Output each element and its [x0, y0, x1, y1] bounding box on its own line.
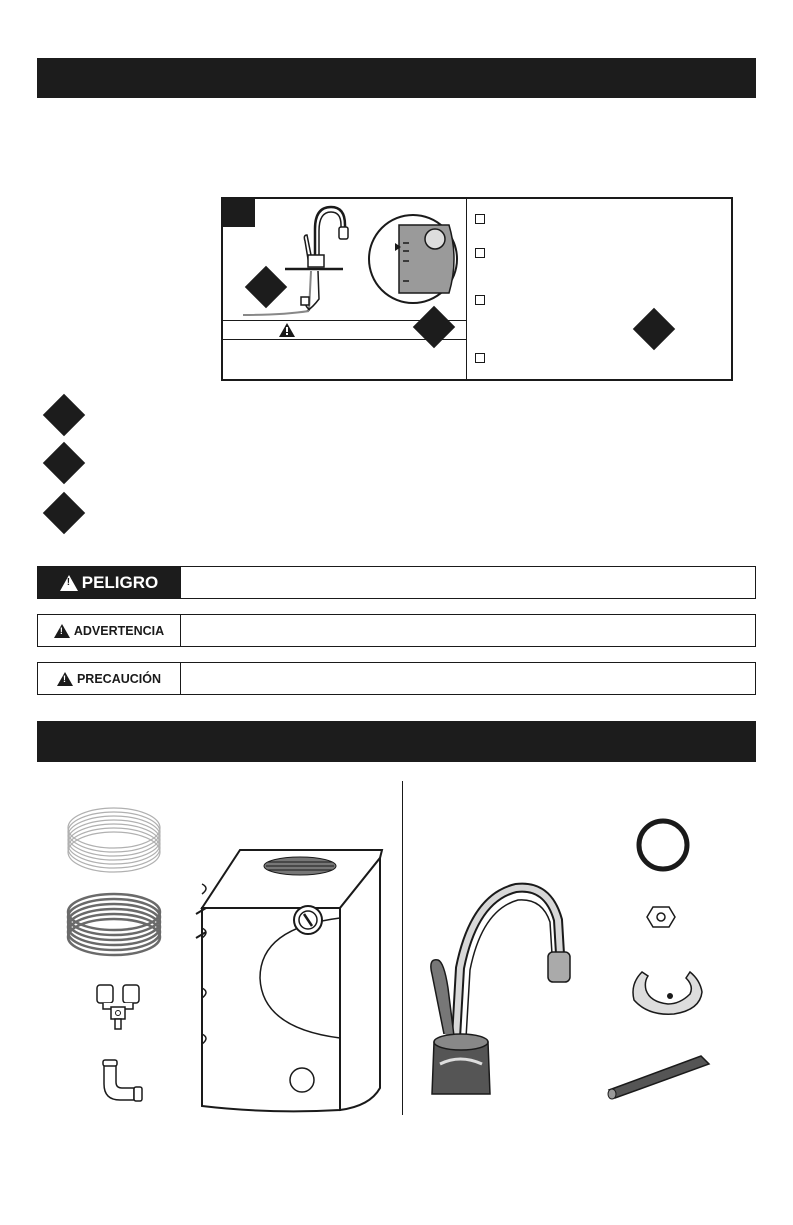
panel-divider — [466, 199, 467, 379]
tubing-coil-light-icon — [66, 806, 166, 876]
diamond-marker-icon — [43, 442, 85, 484]
mounting-bracket-icon — [628, 964, 708, 1024]
checkbox-icon[interactable] — [475, 353, 485, 363]
warning-triangle-icon — [279, 323, 295, 337]
tubing-coil-dark-icon — [66, 892, 166, 962]
diamond-marker-icon — [633, 308, 675, 350]
section-header-bar — [37, 58, 756, 98]
caution-label — [38, 663, 181, 694]
support-rod-icon — [605, 1052, 715, 1102]
warning-triangle-icon — [54, 624, 70, 638]
o-ring-icon — [633, 815, 693, 875]
faucet-icon — [420, 858, 580, 1098]
checkbox-icon[interactable] — [475, 248, 485, 258]
checkbox-icon[interactable] — [475, 295, 485, 305]
hot-water-tank-icon — [190, 848, 390, 1113]
warning-notice — [37, 614, 756, 647]
caution-label-text: PRECAUCIÓN — [76, 671, 162, 686]
installation-illustration-panel — [221, 197, 733, 381]
danger-label — [38, 567, 181, 598]
warning-label-text: ADVERTENCIA — [73, 623, 165, 638]
danger-label-text: PELIGRO — [81, 572, 159, 592]
warning-triangle-icon — [60, 575, 78, 591]
faucet-illustration — [223, 199, 466, 379]
danger-notice — [37, 566, 756, 599]
warning-label — [38, 615, 181, 646]
diamond-marker-icon — [43, 394, 85, 436]
elbow-connector-icon — [100, 1060, 145, 1105]
checkbox-icon[interactable] — [475, 214, 485, 224]
warning-triangle-icon — [57, 672, 73, 686]
diamond-marker-icon — [43, 492, 85, 534]
y-connector-icon — [95, 983, 145, 1033]
parts-divider — [402, 781, 403, 1115]
section-header-bar — [37, 721, 756, 762]
hex-nut-icon — [645, 905, 677, 931]
caution-notice — [37, 662, 756, 695]
